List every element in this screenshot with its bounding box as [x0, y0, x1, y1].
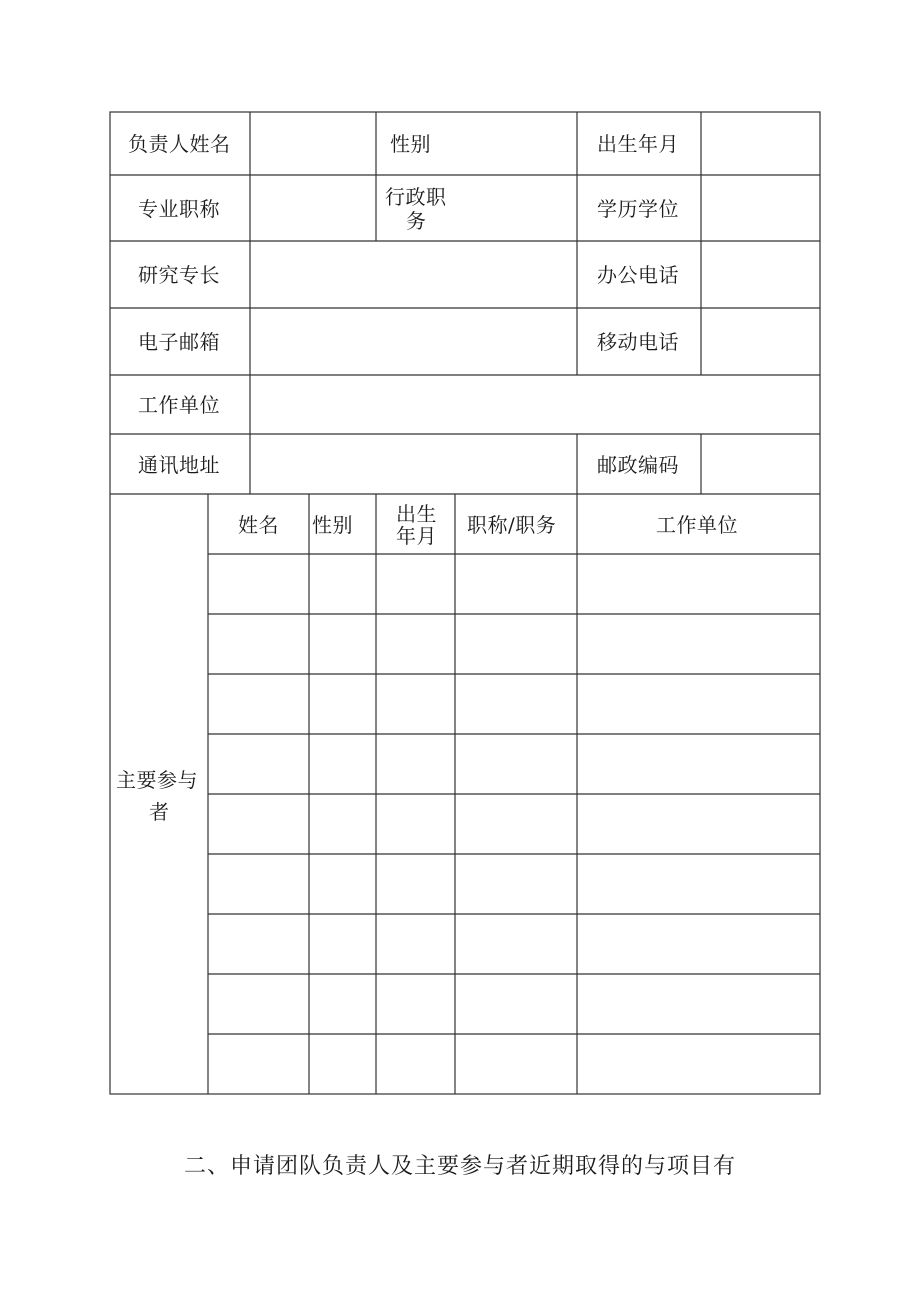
col-header-gender: 性别: [312, 513, 353, 537]
admin-post-label-line2: 务: [406, 209, 427, 233]
col-header-name: 姓名: [238, 513, 279, 537]
address-label: 通讯地址: [138, 453, 220, 477]
table-outer-border: [110, 112, 820, 1094]
participants-label-line1: 主要参与: [116, 768, 198, 792]
mobile-label: 移动电话: [597, 330, 679, 354]
leader-name-label: 负责人姓名: [128, 132, 231, 156]
participants-label-line2: 者: [149, 800, 170, 824]
specialty-label: 研究专长: [138, 263, 220, 287]
col-header-birth-line1: 出生: [396, 502, 437, 526]
section-heading: 二、申请团队负责人及主要参与者近期取得的与项目有: [183, 1154, 736, 1179]
col-header-title-post: 职称/职务: [467, 513, 557, 537]
col-header-birth-line2: 年月: [396, 524, 437, 548]
title-label: 专业职称: [138, 197, 220, 221]
admin-post-label-line1: 行政职: [385, 185, 447, 209]
degree-label: 学历学位: [597, 197, 679, 221]
birth-label: 出生年月: [597, 132, 679, 156]
work-unit-label: 工作单位: [138, 393, 220, 417]
postcode-label: 邮政编码: [597, 453, 679, 477]
gender-label: 性别: [390, 132, 431, 156]
email-label: 电子邮箱: [138, 330, 220, 354]
office-phone-label: 办公电话: [597, 263, 679, 287]
col-header-work-unit: 工作单位: [656, 513, 738, 537]
